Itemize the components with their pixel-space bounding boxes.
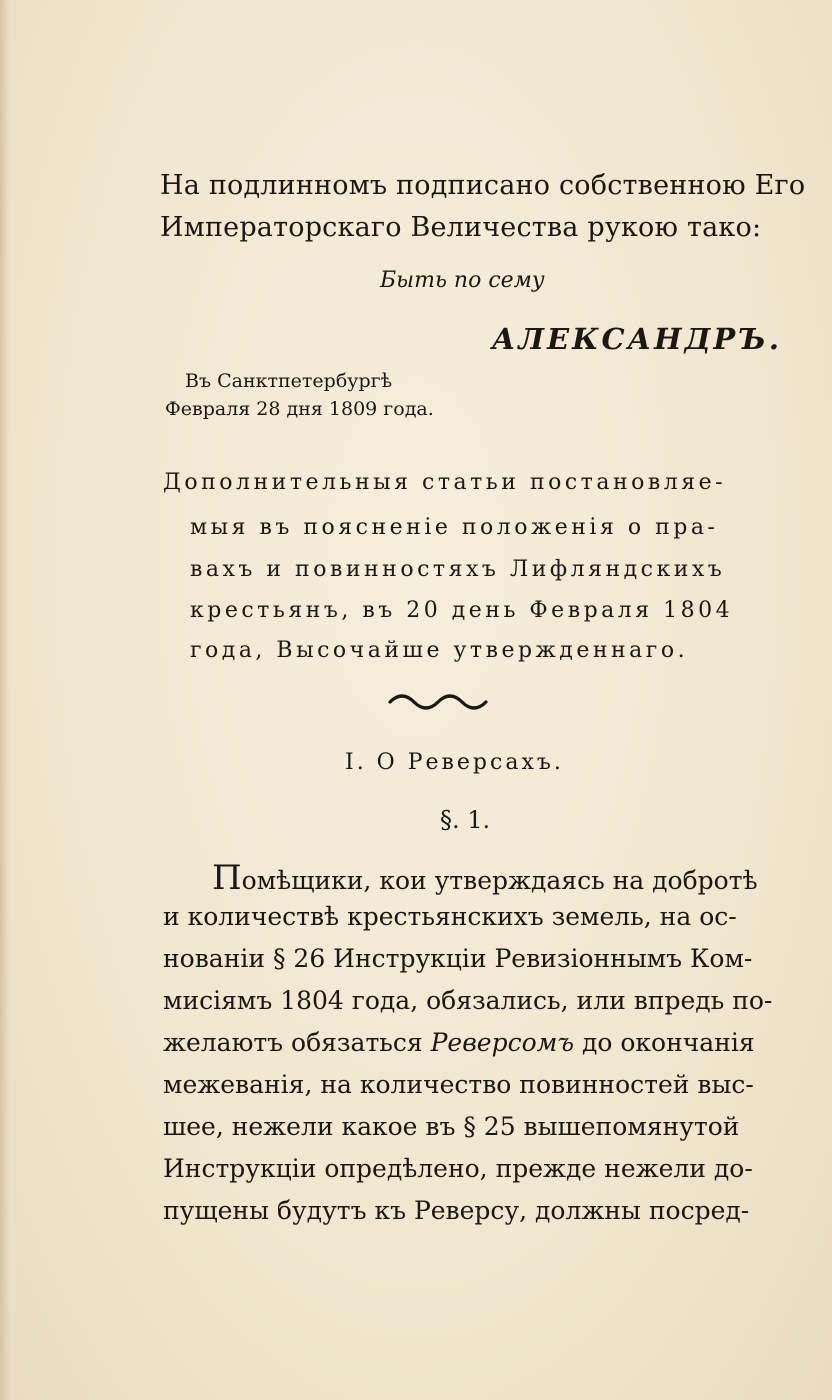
imperial-approval: Быть по сему: [380, 268, 545, 293]
body-line-5-term: Реверсомъ: [430, 1028, 575, 1057]
section-title: I. О Реверсахъ.: [345, 750, 564, 775]
heading-line-1: Дополнительныя статьи постановляе-: [163, 470, 727, 495]
signature-intro-line-2: Императорскаго Величества рукою тако:: [160, 212, 762, 243]
initial-letter: П: [212, 858, 242, 898]
body-line-5: [163, 1028, 755, 1057]
body-line-5-after: до окончанія: [574, 1028, 755, 1057]
date-line: Февраля 28 дня 1809 года.: [165, 398, 434, 420]
heading-line-3: вахъ и повинностяхъ Лифляндскихъ: [190, 557, 726, 582]
body-line-4: мисіямъ 1804 года, обязались, или впредь по-: [163, 986, 773, 1015]
ornamental-divider: [388, 690, 488, 712]
place-line: Въ Санктпетербургѣ: [185, 370, 393, 392]
signature-intro-line-1: На подлинномъ подписано собственною Его: [160, 170, 806, 201]
heading-line-5: года, Высочайше утвержденнаго.: [190, 638, 689, 663]
monarch-signature: АЛЕКСАНДРЪ.: [491, 322, 782, 356]
body-line-2: и количествѣ крестьянскихъ земель, на ос-: [163, 902, 737, 931]
heading-line-4: крестьянъ, въ 20 день Февраля 1804: [190, 598, 734, 623]
body-line-7: шее, нежели какое въ § 25 вышепомянутой: [163, 1112, 740, 1141]
heading-line-2: мыя въ поясненіе положенія о пра-: [190, 515, 719, 540]
body-line-1-text: омѣщики, кои утверждаясь на добротѣ: [241, 866, 758, 895]
body-line-1: [212, 858, 758, 898]
body-line-3: нованіи § 26 Инструкціи Ревизіоннымъ Ком-: [163, 944, 753, 973]
paragraph-number: §. 1.: [440, 806, 491, 834]
body-line-8: Инструкціи опредѣлено, прежде нежели до-: [163, 1154, 753, 1183]
body-line-6: межеванія, на количество повинностей выс-: [163, 1070, 754, 1099]
page-gutter-shadow: [0, 0, 10, 1400]
body-line-9: пущены будутъ къ Реверсу, должны посред-: [163, 1196, 750, 1225]
body-line-5-before: желаютъ обязаться: [163, 1028, 431, 1057]
